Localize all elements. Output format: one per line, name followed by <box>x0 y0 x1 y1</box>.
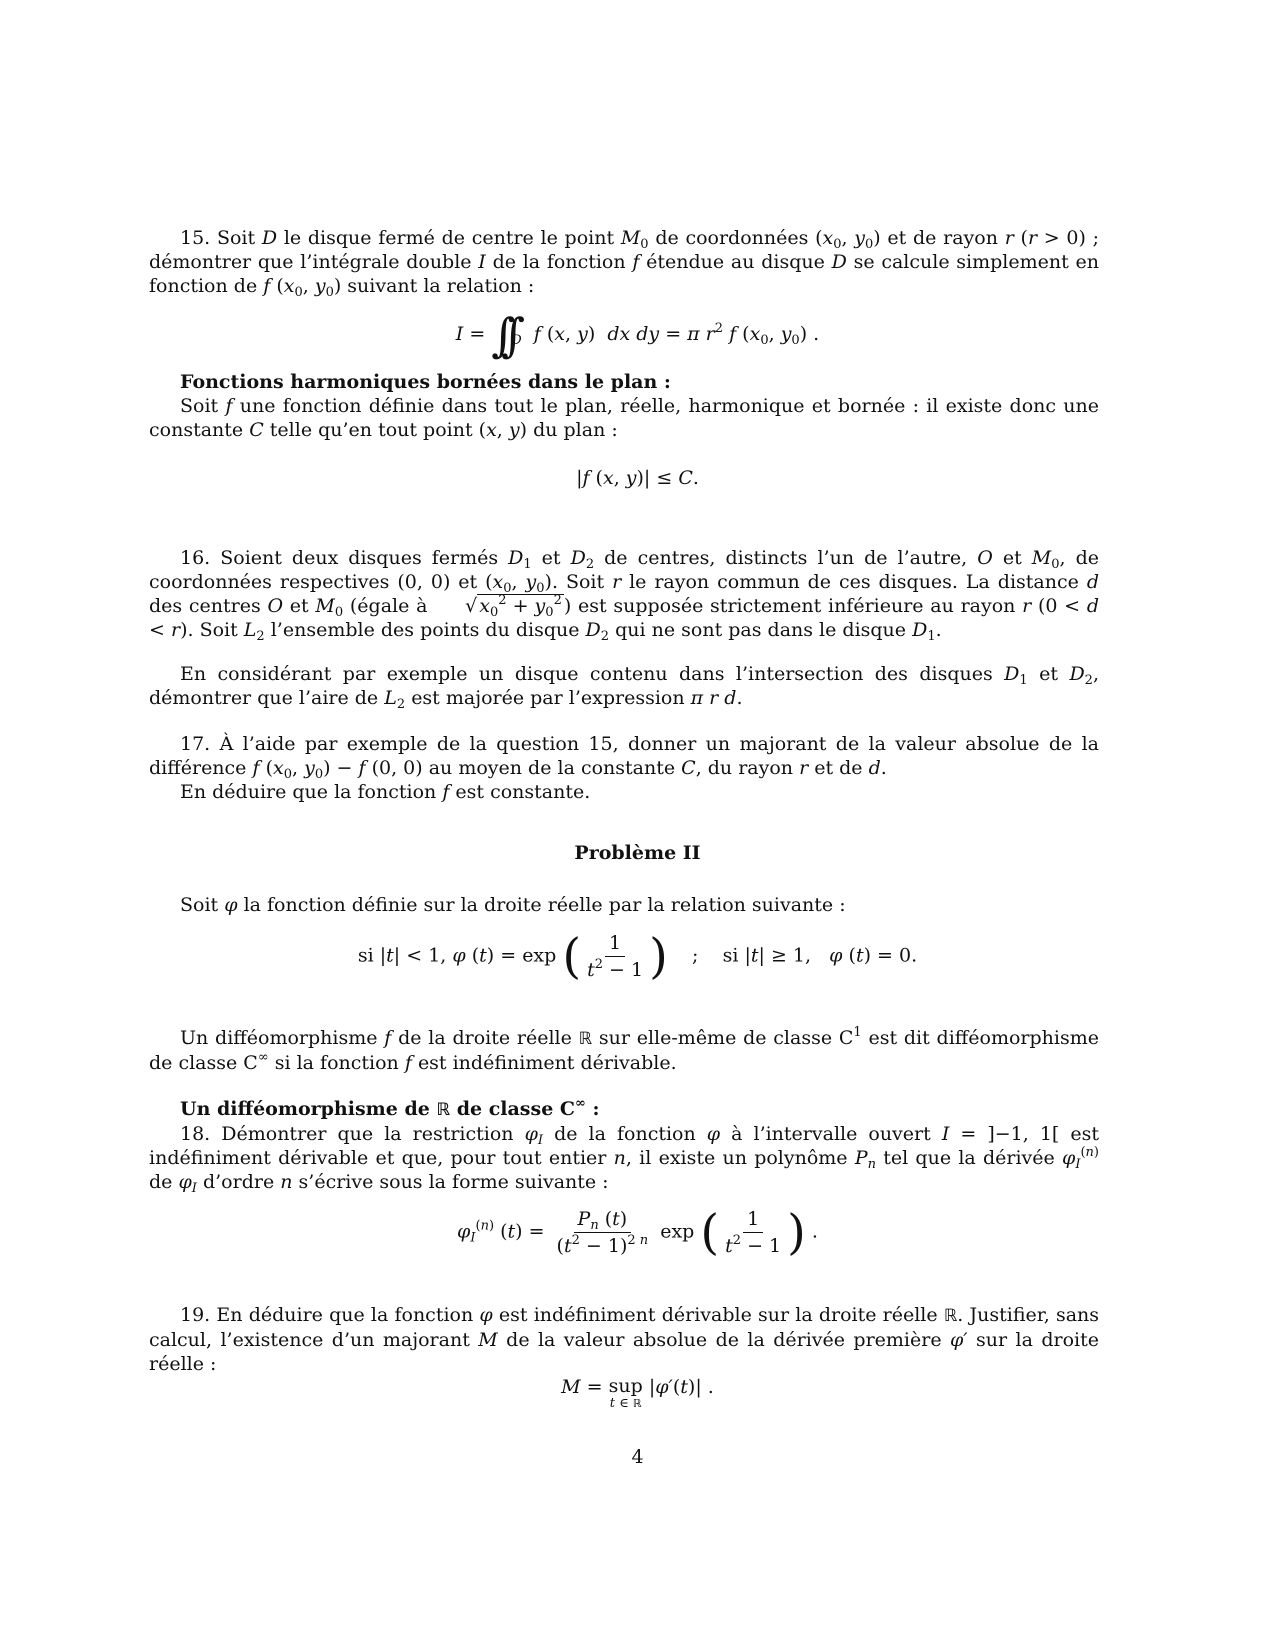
text: est indéfiniment dérivable sur la droite réelle <box>498 1304 938 1326</box>
text: En considérant par exemple un disque contenu dans l’intersection des disques <box>180 663 993 685</box>
text: se calcule simplement en <box>853 251 1099 273</box>
text: si <box>357 944 374 967</box>
text: s’écrive sous la forme suivante : <box>298 1171 609 1193</box>
text: et <box>1039 663 1058 685</box>
text: étendue au disque <box>646 251 825 273</box>
text: l’ensemble des <box>270 619 415 641</box>
text: et <box>1002 547 1022 569</box>
text: et <box>289 595 309 617</box>
problem-title: Problème II <box>574 842 701 864</box>
text: ; <box>692 944 699 967</box>
question-number: 16. <box>180 547 211 569</box>
text: une fonction définie dans tout le plan, réelle, harmonique et bornée : il existe donc une constante <box>149 395 1100 441</box>
text: , démontrer <box>149 663 1099 709</box>
q15-paragraph: 15. Soit D le disque fermé de centre le point $M_0$ de coordonnées ($x_0$, $y_0$) et de rayon r (r > 0) ; démontrer que l’intégrale double I de la fonction f étendue au disque D se calcule simplement en fonction de f ($x_0$, $y_0$) suivant la relation : <box>149 227 1100 300</box>
text: sur elle-même de classe C <box>598 1027 854 1049</box>
text: , du rayon <box>695 757 794 779</box>
equation-phi-definition: si |t| < 1, φ (t) = exp ( $\frac{1}{t^2 - 1}$ ) ; si |t| ≥ 1, φ (t) = 0. <box>357 928 918 985</box>
text: si la fonction <box>274 1052 399 1074</box>
q16-paragraph: 16. Soient deux disques fermés $D_1$ et $D_2$ de centres, distincts l’un de l’autre, O et $M_0$, de coordonnées respectives (0, 0) et ($x_0$, $y_0$). Soit r le rayon commun de ces disques. La distance d des centres O et $M_0$ (égale à √ $x_0^2 + y_0^2$ ) est supposée strictement inférieure au rayon r (0 < d < r). Soit $L_2$ l’ensemble des points du disque $D_2$ qui ne sont pas dans le disque $D_1$. <box>149 547 1099 644</box>
question-15 <box>149 226 1099 298</box>
text: l’existence d’un majorant <box>220 1329 470 1351</box>
text: points du disque <box>420 619 580 641</box>
question-number: 19. <box>180 1304 211 1326</box>
q16-paragraph-2: En considérant par exemple un disque contenu dans l’intersection des disques $D_1$ et $D_2$, démontrer que l’aire de $L_2$ est majorée par l’expression π r d. <box>149 663 1099 712</box>
text: du plan : <box>533 419 618 441</box>
text: et de rayon <box>887 227 998 249</box>
text: si <box>722 944 739 967</box>
section-harmonic <box>149 370 1099 442</box>
text: le disque fermé de centre le point <box>283 227 615 249</box>
text: Soit <box>180 395 219 417</box>
text: le rayon commun de ces disques. La distance <box>629 571 1079 593</box>
text: qui ne sont pas dans le disque <box>615 619 907 641</box>
text: tel que la dérivée <box>883 1147 1055 1169</box>
text: (égale à <box>349 595 428 617</box>
text: que l’aire de <box>257 687 379 709</box>
text: Soit <box>180 894 219 916</box>
text: ; démontrer que l’intégrale double <box>149 227 1100 273</box>
q17-paragraph-2: En déduire que la fonction f est constante. <box>180 781 591 803</box>
question-number: 17. <box>180 733 211 755</box>
text: est indéfiniment <box>149 1123 1100 1169</box>
text: est dit difféomorphisme de <box>149 1027 1099 1074</box>
text: et de <box>814 757 863 779</box>
text: Un difféomorphisme <box>180 1027 378 1049</box>
equation-phi-derivative: $\varphi_I^{(n)}$ (t) = $\frac{P_n (t)}{(t^2 - 1)^{2 n}}$ exp ( $\frac{1}{t^2 - 1}$ ) . <box>457 1204 818 1261</box>
text: est indéfiniment dérivable. <box>417 1052 677 1074</box>
text: au moyen de la constante <box>428 757 676 779</box>
question-number: 15. <box>180 227 211 249</box>
question-16 <box>149 546 1099 710</box>
diffeo-paragraph: Un difféomorphisme f de la droite réelle ℝ sur elle-même de classe $C^1$ est dit difféomorphisme de classe C∞ si la fonction f est indéfiniment dérivable. <box>149 1025 1099 1074</box>
text: ) est supposée strictement inférieure au rayon <box>563 595 1016 617</box>
text: respectives <box>279 571 390 593</box>
text: : <box>592 1098 600 1120</box>
text: Soient deux disques fermés <box>220 547 499 569</box>
text: de coordonnées <box>655 227 809 249</box>
section-heading: Fonctions harmoniques bornées dans le plan : <box>180 371 671 393</box>
text: telle qu’en tout point <box>269 419 473 441</box>
text: et <box>541 547 561 569</box>
text: Démontrer que la restriction <box>221 1123 514 1145</box>
text: En déduire que la fonction <box>216 1304 474 1326</box>
text: Un difféomorphisme de <box>180 1098 430 1120</box>
text: d’ordre <box>202 1171 275 1193</box>
text: À l’aide par exemple de la question 15, donner un majorant de la valeur absolue de la différence <box>149 733 1099 779</box>
q18-paragraph: 18. Démontrer que la restriction $\varphi_I$ de la fonction φ à l’intervalle ouvert I = ]−1, 1[ est indéfiniment dérivable et que, pour tout entier n, il existe un polynôme $P_n$ tel que la dérivée $\varphi_I^{(n)}$ de $\varphi_I$ d’ordre n s’écrive sous la forme suivante : <box>149 1123 1100 1196</box>
text: , il existe un polynôme <box>625 1147 848 1169</box>
section-heading: Un difféomorphisme de ℝ de classe C∞ : <box>180 1096 600 1120</box>
text: de la fonction <box>554 1123 696 1145</box>
question-number: 18. <box>180 1123 211 1145</box>
text: des centres <box>149 595 261 617</box>
text: de la droite réelle <box>398 1027 572 1049</box>
text: . Soit <box>551 571 605 593</box>
text: En déduire que la fonction <box>180 781 437 803</box>
text: est majorée par l’expression <box>411 687 685 709</box>
text: . Justifier, sans calcul, <box>149 1304 1100 1351</box>
page-number: 4 <box>631 1446 644 1468</box>
harmonic-paragraph: Soit f une fonction définie dans tout le plan, réelle, harmonique et bornée : il existe donc une constante C telle qu’en tout point (x, y) du plan : <box>149 395 1100 441</box>
text: , de coordonnées <box>149 547 1099 593</box>
text: la fonction définie sur la droite réelle par la relation suivante : <box>243 894 846 916</box>
text: de la valeur absolue de la dérivée première <box>506 1329 942 1351</box>
intro-paragraph: Soit φ la fonction définie sur la droite réelle par la relation suivante : <box>180 894 846 916</box>
text: de <box>149 1171 173 1193</box>
text: est constante. <box>455 781 591 803</box>
equation-double-integral: $I = \int\int_D$ f (x, y) dx dy = π $r^2$ f ($x_0$, $y_0$) . <box>455 308 820 362</box>
diffeo-definition <box>149 1026 1099 1075</box>
problem2-intro <box>149 893 1099 917</box>
text: classe C <box>178 1052 258 1074</box>
text: de centres, distincts l’un de l’autre, <box>604 547 968 569</box>
equation-sup: M = sup t ∈ ℝ |φ′(t)| . <box>561 1375 714 1411</box>
question-18 <box>149 1097 1099 1194</box>
text: sur la droite réelle : <box>149 1329 1099 1375</box>
question-17 <box>149 732 1099 804</box>
text: dérivable et que, pour tout entier <box>278 1147 607 1169</box>
q17-paragraph: 17. À l’aide par exemple de la question 15, donner un majorant de la valeur absolue de la différence f ($x_0$, $y_0) - f$ (0, 0) au moyen de la constante C, du rayon r et de d. <box>149 733 1099 782</box>
equation-bound: |f (x, y)| ≤ C. <box>576 467 699 489</box>
q19-paragraph: 19. En déduire que la fonction φ est indéfiniment dérivable sur la droite réelle ℝ. Justifier, sans calcul, l’existence d’un majorant M de la valeur absolue de la dérivée première φ′ sur la droite réelle : <box>149 1304 1100 1375</box>
text: à l’intervalle ouvert <box>731 1123 931 1145</box>
text: de la fonction <box>492 251 626 273</box>
text: fonction de <box>149 275 258 297</box>
text: Soit <box>216 227 256 249</box>
text: suivant la relation : <box>347 275 535 297</box>
text: et <box>458 571 478 593</box>
question-19 <box>149 1303 1099 1376</box>
text: de classe C <box>456 1098 576 1120</box>
text: . Soit <box>187 619 238 641</box>
